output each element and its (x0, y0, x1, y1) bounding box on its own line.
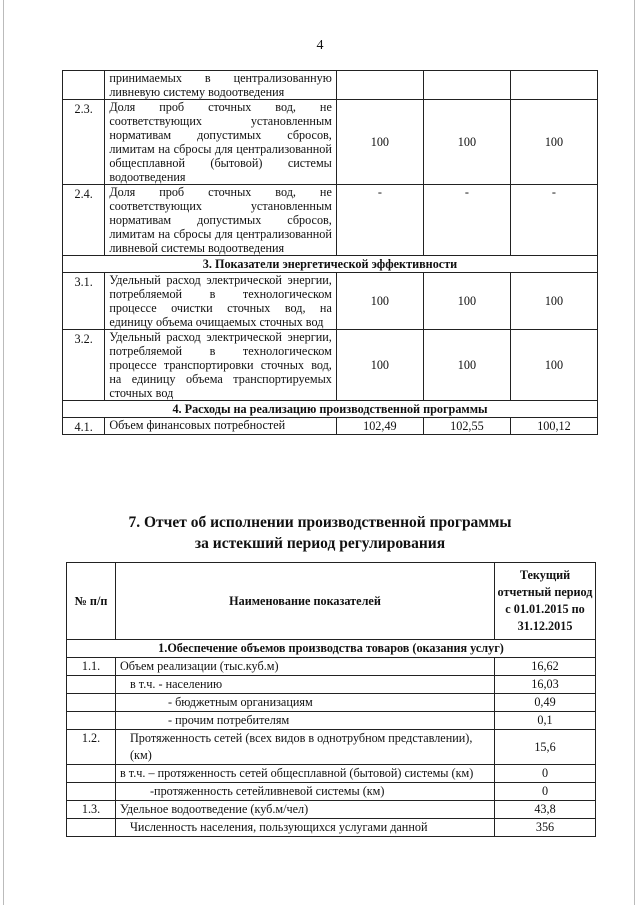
report-heading (0, 512, 640, 554)
row-name: Удельный расход электрической энергии, потребляемой в технологическом процессе транспортировки сточных вод, на единицу объема транспортируемых сточных вод (105, 330, 337, 401)
page-number: 4 (316, 38, 324, 53)
row-value: 16,62 (495, 658, 596, 676)
row-value: 100 (423, 100, 510, 185)
row-value (336, 71, 423, 100)
table-row (67, 694, 596, 712)
row-number (67, 694, 116, 712)
section-row (67, 640, 596, 658)
row-value: 100 (336, 100, 423, 185)
row-number: 3.2. (63, 330, 105, 401)
table-row (67, 712, 596, 730)
row-value: 102,49 (336, 418, 423, 435)
row-value: - (336, 185, 423, 256)
row-number: 4.1. (63, 418, 105, 435)
row-value: 100,12 (510, 418, 597, 435)
scan-edge-left (3, 0, 4, 905)
row-number: 1.3. (67, 801, 116, 819)
section-title: 1.Обеспечение объемов производства товаров (оказания услуг) (67, 640, 596, 658)
row-value: 100 (336, 273, 423, 330)
table-row (67, 801, 596, 819)
row-value: 15,6 (495, 730, 596, 765)
row-value: 100 (423, 273, 510, 330)
row-number: 1.2. (67, 730, 116, 765)
row-number (67, 783, 116, 801)
row-value: 0,49 (495, 694, 596, 712)
row-name: Доля проб сточных вод, не соответствующих установленным нормативам допустимых сбросов, лимитам на сбросы для централизованной ливневой системы водоотведения (105, 185, 337, 256)
table-row (67, 819, 596, 837)
column-header-period: Текущий отчетный период с 01.01.2015 по 31.12.2015 (495, 563, 596, 640)
row-name: Доля проб сточных вод, не соответствующих установленным нормативам допустимых сбросов, лимитам на сбросы для централизованной общесплавной (бытовой) системы водоотведения (105, 100, 337, 185)
row-value: 43,8 (495, 801, 596, 819)
row-name: Численность населения, пользующихся услугами данной (116, 819, 495, 837)
row-value: 100 (510, 273, 597, 330)
table-row (63, 418, 598, 435)
table-row (63, 273, 598, 330)
row-value (510, 71, 597, 100)
table-row (67, 783, 596, 801)
row-name: - бюджетным организациям (116, 694, 495, 712)
table-row (63, 100, 598, 185)
row-number (67, 819, 116, 837)
header-row (67, 563, 596, 640)
row-value: 102,55 (423, 418, 510, 435)
table-row (67, 658, 596, 676)
heading-line: 7. Отчет об исполнении производственной программы (128, 514, 512, 531)
row-value (423, 71, 510, 100)
indicators-table (62, 70, 598, 435)
row-value: 16,03 (495, 676, 596, 694)
row-number (63, 71, 105, 100)
row-value: 0 (495, 765, 596, 783)
report-table (66, 562, 596, 837)
row-value: - (510, 185, 597, 256)
row-number (67, 676, 116, 694)
row-name: Объем реализации (тыс.куб.м) (116, 658, 495, 676)
row-name: - прочим потребителям (116, 712, 495, 730)
row-name: Удельный расход электрической энергии, потребляемой в технологическом процессе очистки сточных вод, на единицу объема очищаемых сточных вод (105, 273, 337, 330)
row-value: 0,1 (495, 712, 596, 730)
scan-edge-right (634, 0, 635, 905)
heading-line: за истекший период регулирования (194, 535, 446, 552)
row-number: 2.4. (63, 185, 105, 256)
row-value: 100 (510, 100, 597, 185)
table-row (67, 730, 596, 765)
row-number: 2.3. (63, 100, 105, 185)
row-number: 1.1. (67, 658, 116, 676)
section-row (63, 401, 598, 418)
row-name: Удельное водоотведение (куб.м/чел) (116, 801, 495, 819)
table-row (67, 676, 596, 694)
row-value: 0 (495, 783, 596, 801)
table-row (63, 71, 598, 100)
row-value: 100 (423, 330, 510, 401)
row-name: Протяженность сетей (всех видов в однотрубном представлении), (км) (116, 730, 495, 765)
row-name: Объем финансовых потребностей (105, 418, 337, 435)
column-header-number: № п/п (67, 563, 116, 640)
row-number: 3.1. (63, 273, 105, 330)
row-number (67, 765, 116, 783)
section-title: 4. Расходы на реализацию производственной программы (63, 401, 598, 418)
row-name: в т.ч. - населению (116, 676, 495, 694)
row-value: 356 (495, 819, 596, 837)
table-row (67, 765, 596, 783)
section-row (63, 256, 598, 273)
row-number (67, 712, 116, 730)
row-name: принимаемых в централизованную ливневую систему водоотведения (105, 71, 337, 100)
row-name: в т.ч. – протяженность сетей общесплавной (бытовой) системы (км) (116, 765, 495, 783)
column-header-name: Наименование показателей (116, 563, 495, 640)
section-title: 3. Показатели энергетической эффективности (63, 256, 598, 273)
row-value: - (423, 185, 510, 256)
table-row (63, 185, 598, 256)
row-value: 100 (336, 330, 423, 401)
row-value: 100 (510, 330, 597, 401)
row-name: -протяженность сетейливневой системы (км) (116, 783, 495, 801)
table-row (63, 330, 598, 401)
